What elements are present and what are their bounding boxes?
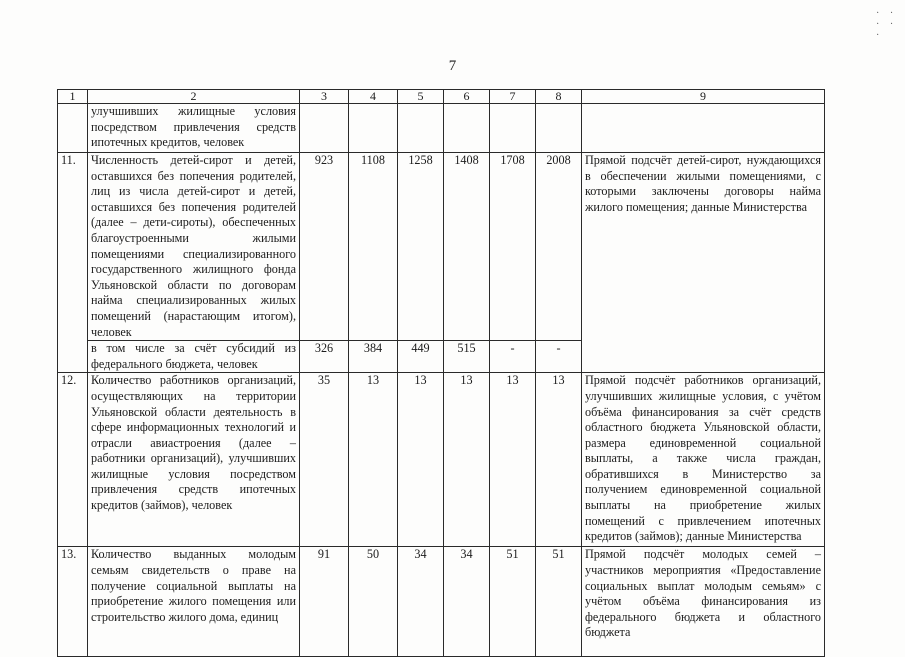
header-cell: 3 xyxy=(300,90,349,104)
value-cell: 34 xyxy=(444,547,490,657)
indicator-description: Численность детей-сирот и детей, оставшихся без попечения родителей, лиц из числа детей-сирот и детей, оставшихся без попечения родителей (далее – дети-сироты), обеспеченных благоустроенными жилыми помещениями специализированного государственного жилищного фонда Ульяновской области по договорам найма специализированных жилых помещений (нарастающим итогом), человек xyxy=(88,153,300,341)
table-row xyxy=(58,547,825,657)
value-cell xyxy=(300,104,349,153)
value-cell: 449 xyxy=(398,341,444,373)
method-note: Прямой подсчёт детей-сирот, нуждающихся в обеспечении жилыми помещениями, с которыми заключены договоры найма жилого помещения; данные Министерства xyxy=(582,153,825,373)
value-cell: 1258 xyxy=(398,153,444,341)
value-cell: - xyxy=(490,341,536,373)
method-note: Прямой подсчёт молодых семей – участников мероприятия «Предоставление социальных выплат молодым семьям» с учётом объёма финансирования из федерального бюджета и областного бюджета xyxy=(582,547,825,657)
page-number: 7 xyxy=(448,58,457,74)
value-cell xyxy=(536,104,582,153)
value-cell: 13 xyxy=(349,373,398,547)
header-cell: 1 xyxy=(58,90,88,104)
value-cell: 50 xyxy=(349,547,398,657)
header-cell: 9 xyxy=(582,90,825,104)
header-cell: 4 xyxy=(349,90,398,104)
table-row xyxy=(58,104,825,153)
value-cell xyxy=(349,104,398,153)
value-cell: 384 xyxy=(349,341,398,373)
header-cell: 7 xyxy=(490,90,536,104)
value-cell: 13 xyxy=(536,373,582,547)
scan-specks: · · · · · xyxy=(876,8,898,41)
indicator-description: Количество выданных молодым семьям свидетельств о праве на получение социальной выплаты на приобретение жилого помещения или строительство жилого дома, единиц xyxy=(88,547,300,657)
value-cell: 923 xyxy=(300,153,349,341)
method-note: Прямой подсчёт работников организаций, улучшивших жилищные условия, с учётом объёма финансирования за счёт средств областного бюджета Ульяновской области, размера единовременной социальной выплаты, а также числа граждан, обратившихся в Министерство за получением единовременной социальной выплаты на приобретение жилых помещений с привлечением ипотечных кредитов (займов); данные Министерства xyxy=(582,373,825,547)
value-cell: 34 xyxy=(398,547,444,657)
value-cell: 515 xyxy=(444,341,490,373)
table-row xyxy=(58,153,825,341)
value-cell: 2008 xyxy=(536,153,582,341)
indicators-table xyxy=(57,89,825,657)
method-note xyxy=(582,104,825,153)
value-cell: - xyxy=(536,341,582,373)
value-cell: 51 xyxy=(490,547,536,657)
row-number: 11. xyxy=(58,153,88,341)
value-cell xyxy=(398,104,444,153)
row-number xyxy=(58,104,88,153)
table-row xyxy=(58,373,825,547)
column-number-row xyxy=(58,90,825,104)
header-cell: 6 xyxy=(444,90,490,104)
value-cell: 51 xyxy=(536,547,582,657)
indicator-description: Количество работников организаций, осуществляющих на территории Ульяновской области деятельность в сфере информационных технологий и отрасли авиастроения (далее – работники организаций), улучшивших жилищные условия посредством привлечения средств ипотечных кредитов (займов), человек xyxy=(88,373,300,547)
value-cell: 35 xyxy=(300,373,349,547)
value-cell: 13 xyxy=(444,373,490,547)
indicator-description: в том числе за счёт субсидий из федерального бюджета, человек xyxy=(88,341,300,373)
value-cell: 91 xyxy=(300,547,349,657)
value-cell xyxy=(490,104,536,153)
value-cell: 13 xyxy=(398,373,444,547)
value-cell: 1708 xyxy=(490,153,536,341)
value-cell xyxy=(444,104,490,153)
value-cell: 1408 xyxy=(444,153,490,341)
header-cell: 5 xyxy=(398,90,444,104)
value-cell: 1108 xyxy=(349,153,398,341)
value-cell: 13 xyxy=(490,373,536,547)
row-number: 12. xyxy=(58,373,88,547)
header-cell: 8 xyxy=(536,90,582,104)
row-number: 13. xyxy=(58,547,88,657)
indicator-description: улучшивших жилищные условия посредством привлечения средств ипотечных кредитов, человек xyxy=(88,104,300,153)
row-number xyxy=(58,341,88,373)
value-cell: 326 xyxy=(300,341,349,373)
header-cell: 2 xyxy=(88,90,300,104)
